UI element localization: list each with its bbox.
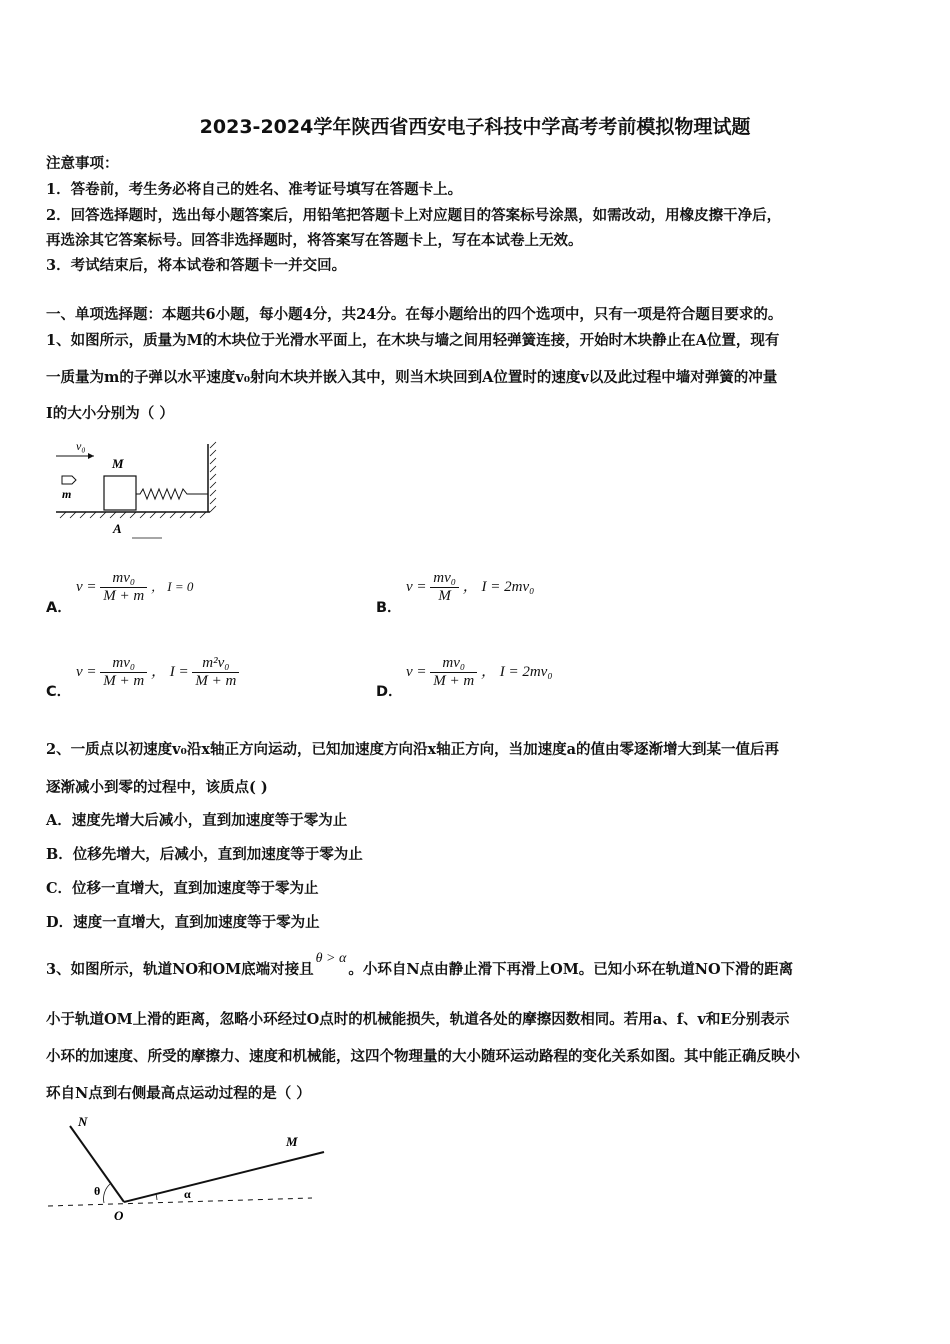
option-a-den: M + m bbox=[103, 588, 145, 604]
question-2-option[interactable]: C．位移一直增大，直到加速度等于零为止 bbox=[46, 880, 319, 897]
option-c-den2: M + m bbox=[195, 673, 237, 689]
option-d-num: mv₀ bbox=[430, 655, 477, 673]
q3-figure bbox=[44, 1112, 334, 1227]
option-c-mid: ， I = bbox=[150, 663, 189, 680]
block-M bbox=[104, 476, 136, 510]
note-item: 3．考试结束后，将本试卷和答题卡一并交回。 bbox=[46, 257, 347, 274]
option-b-v: v = bbox=[406, 578, 427, 595]
question-2-text: 逐渐减小到零的过程中，该质点( ) bbox=[46, 779, 268, 796]
option-d-formula bbox=[406, 655, 553, 690]
M-label: M bbox=[112, 456, 124, 471]
option-c-label[interactable]: C． bbox=[46, 684, 72, 700]
option-c-den: M + m bbox=[103, 673, 145, 689]
theta-label: θ bbox=[94, 1184, 101, 1198]
option-b-formula bbox=[406, 570, 534, 605]
A-label: A bbox=[113, 521, 122, 536]
option-d-tail: ， I = 2mv₀ bbox=[480, 663, 553, 680]
note-item: 1．答卷前，考生务必将自己的姓名、准考证号填写在答题卡上。 bbox=[46, 181, 463, 198]
option-c-v: v = bbox=[76, 663, 97, 680]
theta-relation: θ > α bbox=[315, 951, 347, 966]
m-label: m bbox=[62, 487, 72, 501]
spring bbox=[136, 489, 208, 499]
option-b-tail: ， I = 2mv₀ bbox=[462, 578, 535, 595]
option-a-tail: ， I = 0 bbox=[150, 578, 194, 594]
question-2-option[interactable]: D．速度一直增大，直到加速度等于零为止 bbox=[46, 914, 320, 931]
M-label: M bbox=[286, 1134, 298, 1149]
option-b-num: mv₀ bbox=[430, 570, 459, 588]
q1-figure bbox=[50, 436, 225, 546]
question-2-option[interactable]: A．速度先增大后减小，直到加速度等于零为止 bbox=[46, 812, 348, 829]
option-b-label[interactable]: B． bbox=[376, 600, 402, 616]
alpha-label: α bbox=[184, 1187, 191, 1201]
page-title: 2023-2024学年陕西省西安电子科技中学高考考前模拟物理试题 bbox=[199, 116, 751, 138]
option-d-label[interactable]: D． bbox=[376, 684, 403, 700]
question-2-option[interactable]: B．位移先增大，后减小，直到加速度等于零为止 bbox=[46, 846, 363, 863]
question-3-line1b: 。小环自N点由静止滑下再滑上OM。已知小环在轨道NO下滑的距离 bbox=[348, 961, 794, 978]
option-c-num: mv₀ bbox=[100, 655, 147, 673]
option-a-v: v = bbox=[76, 578, 97, 595]
option-d-den: M + m bbox=[433, 673, 475, 689]
note-item: 2．回答选择题时，选出每小题答案后，用铅笔把答题卡上对应题目的答案标号涂黑，如需改动，用橡皮擦干净后， bbox=[46, 207, 782, 224]
notes-heading: 注意事项： bbox=[46, 155, 119, 172]
question-3-text: 小环的加速度、所受的摩擦力、速度和机械能，这四个物理量的大小随环运动路程的变化关系如图。其中能正确反映小 bbox=[46, 1048, 800, 1065]
horizontal-dashed bbox=[48, 1198, 312, 1206]
option-c-formula bbox=[76, 655, 239, 690]
option-b-den: M bbox=[438, 588, 451, 604]
N-label: N bbox=[78, 1114, 88, 1129]
option-a-num: mv₀ bbox=[100, 570, 147, 588]
question-1-text: 1、如图所示，质量为M的木块位于光滑水平面上，在木块与墙之间用轻弹簧连接，开始时木块静止在A位置，现有 bbox=[46, 332, 780, 349]
note-item: 再选涂其它答案标号。回答非选择题时，将答案写在答题卡上，写在本试卷上无效。 bbox=[46, 232, 583, 249]
track-OM bbox=[124, 1152, 324, 1202]
option-a-label[interactable]: A． bbox=[46, 600, 72, 616]
option-d-v: v = bbox=[406, 663, 427, 680]
question-1-text: I的大小分别为（ ） bbox=[46, 405, 174, 422]
question-3-text: 环自N点到右侧最高点运动过程的是（ ） bbox=[46, 1085, 311, 1102]
question-3-line1a: 3、如图所示，轨道NO和OM底端对接且 bbox=[46, 961, 314, 978]
question-2-text: 2、一质点以初速度v₀沿x轴正方向运动，已知加速度方向沿x轴正方向，当加速度a的值由零逐渐增大到某一值后再 bbox=[46, 741, 780, 758]
v0-label: v₀ bbox=[76, 439, 86, 453]
O-label: O bbox=[114, 1208, 124, 1223]
question-1-text: 一质量为m的子弹以水平速度v₀射向木块并嵌入其中，则当木块回到A位置时的速度v以及此过程中墙对弹簧的冲量 bbox=[46, 369, 778, 386]
question-3-text: 小于轨道OM上滑的距离，忽略小环经过O点时的机械能损失，轨道各处的摩擦因数相同。若用a、f、v和E分别表示 bbox=[46, 1011, 790, 1028]
option-a-formula bbox=[76, 570, 193, 605]
section-heading: 一、单项选择题：本题共6小题，每小题4分，共24分。在每小题给出的四个选项中，只有一项是符合题目要求的。 bbox=[46, 306, 783, 323]
question-3-text bbox=[46, 951, 794, 979]
option-c-num2: m²v₀ bbox=[192, 655, 239, 673]
